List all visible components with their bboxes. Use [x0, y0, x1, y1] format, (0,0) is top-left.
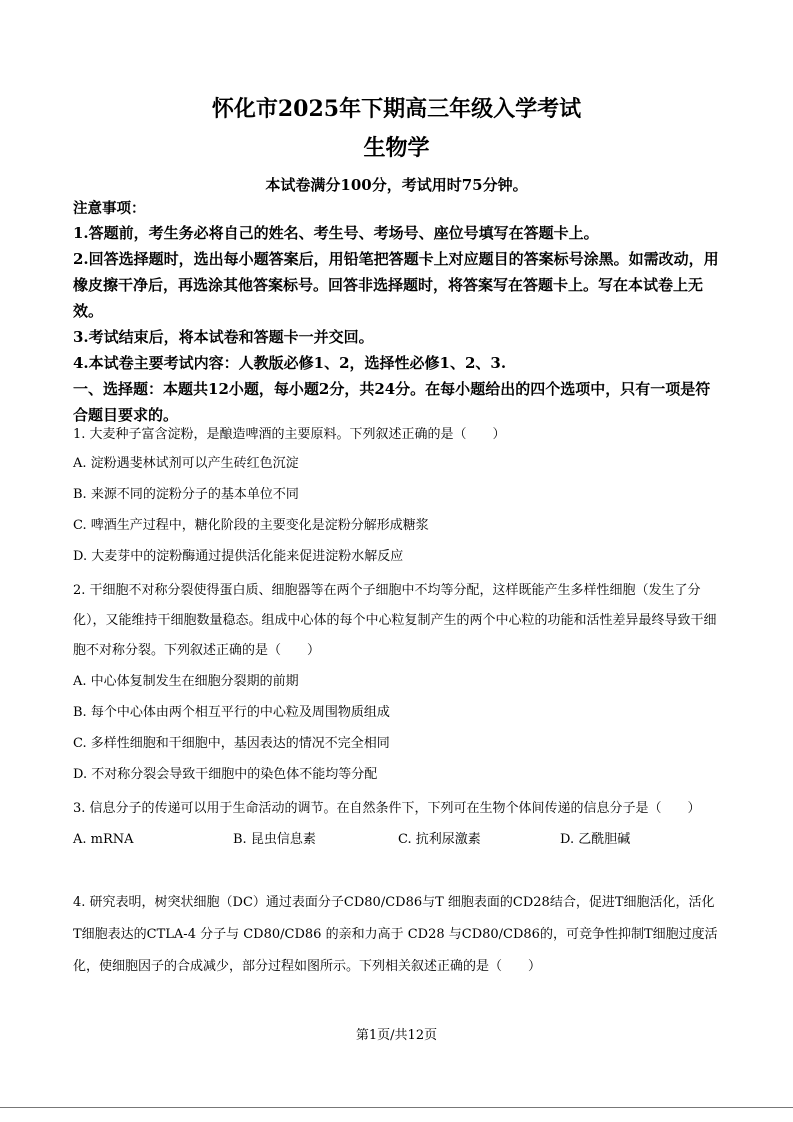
option-c: C. 啤酒生产过程中，糖化阶段的主要变化是淀粉分解形成糖浆	[73, 518, 429, 533]
section-heading: 一、选择题：本题共12小题，每小题2分，共24分。在每小题给出的四个选项中，只有一项是符合题目要求的。	[73, 380, 711, 424]
option-b: B. 每个中心体由两个相互平行的中心粒及周围物质组成	[73, 705, 390, 720]
exam-subtitle: 本试卷满分100分，考试用时75分钟。	[265, 176, 528, 194]
note-item-3: 3.考试结束后，将本试卷和答题卡一并交回。	[73, 328, 374, 346]
question-stem: 2. 干细胞不对称分裂使得蛋白质、细胞器等在两个子细胞中不均等分配，这样既能产生多样性细胞（发生了分化），又能维持干细胞数量稳态。组成中心体的每个中心粒复制产生的两个中心粒的功能和活性差异最终导致干细胞不对称分裂。下列叙述正确的是（ ）	[73, 583, 717, 658]
option-b: B. 昆虫信息素	[233, 832, 316, 847]
option-c: C. 抗利尿激素	[398, 832, 481, 847]
note-item-2: 2.回答选择题时，选出每小题答案后，用铅笔把答题卡上对应题目的答案标号涂黑。如需改动，用橡皮擦干净后，再选涂其他答案标号。回答非选择题时，将答案写在答题卡上。写在本试卷上无效。	[73, 250, 719, 320]
options-row	[73, 824, 723, 856]
question-stem: 4. 研究表明，树突状细胞（DC）通过表面分子CD80/CD86与T 细胞表面的CD28结合，促进T细胞活化，活化T细胞表达的CTLA-4 分子与 CD80/CD86 的亲和力高于 CD28 与CD80/CD86的，可竞争性抑制T细胞过度活化，使细胞因子的合成减少，部分过程如图所示。下列相关叙述正确的是（ ）	[73, 895, 718, 974]
option-d: D. 乙酰胆碱	[560, 832, 631, 847]
option-d: D. 大麦芽中的淀粉酶通过提供活化能来促进淀粉水解反应	[73, 549, 404, 564]
note-item-1: 1.答题前，考生务必将自己的姓名、考生号、考场号、座位号填写在答题卡上。	[73, 224, 599, 242]
question-2	[73, 576, 723, 790]
notes-heading: 注意事项：	[73, 200, 146, 217]
question-4	[73, 887, 723, 983]
question-stem: 1. 大麦种子富含淀粉，是酿造啤酒的主要原料。下列叙述正确的是（ ）	[73, 427, 506, 442]
option-d: D. 不对称分裂会导致干细胞中的染色体不能均等分配	[73, 767, 378, 782]
question-3	[73, 793, 723, 856]
subject-title: 生物学	[363, 135, 430, 161]
note-item-4: 4.本试卷主要考试内容：人教版必修1、2，选择性必修1、2、3.	[73, 354, 507, 372]
exam-title: 怀化市2025年下期高三年级入学考试	[211, 96, 582, 122]
option-b: B. 来源不同的淀粉分子的基本单位不同	[73, 487, 299, 502]
option-a: A. mRNA	[73, 832, 134, 847]
question-stem: 3. 信息分子的传递可以用于生命活动的调节。在自然条件下，下列可在生物个体间传递的信息分子是（ ）	[73, 801, 701, 816]
notes-block	[73, 198, 723, 428]
bottom-rule	[0, 1107, 793, 1108]
option-a: A. 中心体复制发生在细胞分裂期的前期	[73, 674, 299, 689]
question-1	[73, 421, 723, 572]
option-a: A. 淀粉遇斐林试剂可以产生砖红色沉淀	[73, 456, 299, 471]
page-number: 第1页/共12页	[355, 1028, 438, 1043]
option-c: C. 多样性细胞和干细胞中，基因表达的情况不完全相同	[73, 736, 390, 751]
